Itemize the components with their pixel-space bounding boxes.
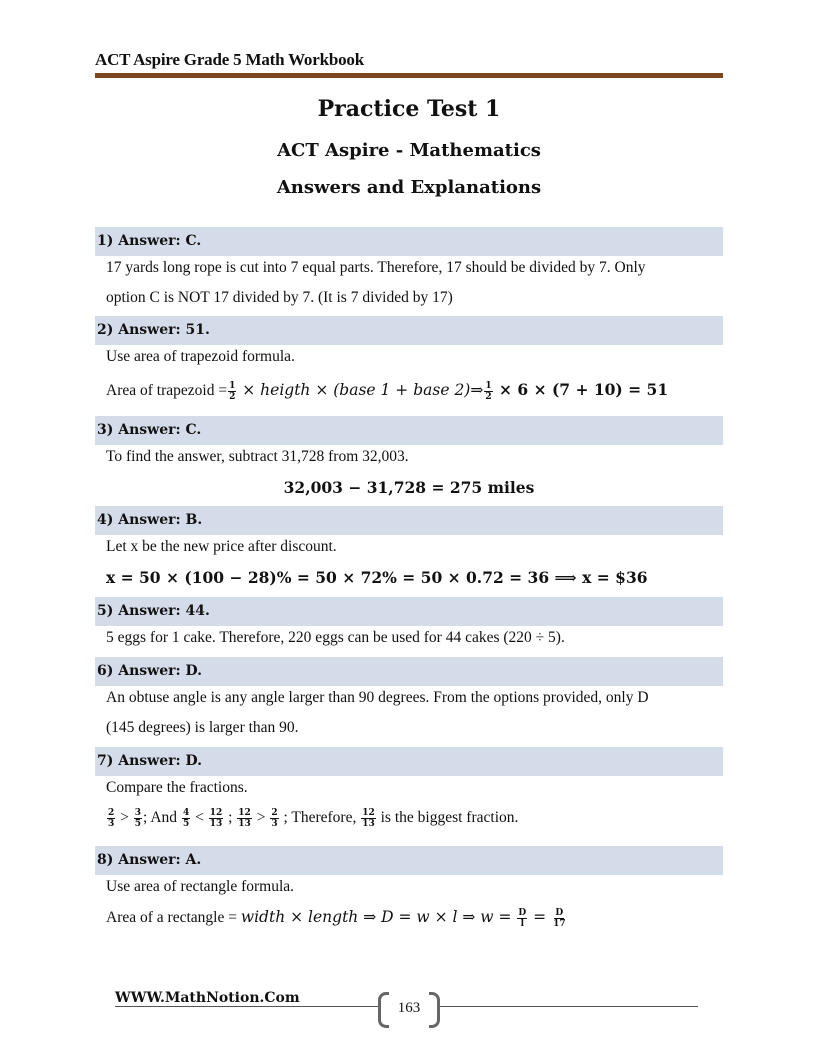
fraction: $\frac{12}{13}$ xyxy=(238,808,251,829)
header-rule xyxy=(95,73,723,78)
explanation-line: (145 degrees) is larger than 90. xyxy=(106,719,299,736)
formula-text: Area of trapezoid = xyxy=(106,382,228,399)
answer-label-2: 2) Answer: 51. xyxy=(97,322,210,338)
explanation-line: option C is NOT 17 divided by 7. (It is 7 divided by 17) xyxy=(106,289,453,306)
formula-text: = xyxy=(528,908,552,927)
fraction: $\frac{2}{3}$ xyxy=(108,808,115,829)
answer-bar-1 xyxy=(95,227,723,256)
fraction: $\frac{3}{5}$ xyxy=(134,808,142,829)
fraction: $\frac{D}{17}$ xyxy=(553,908,566,929)
page-number xyxy=(378,994,440,1022)
fraction: $\frac{2}{3}$ xyxy=(271,808,278,829)
formula-text: < xyxy=(191,809,208,827)
explanation-line: Compare the fractions. xyxy=(106,779,248,796)
formula-text: × 6 × (7 + 10) = 51 xyxy=(493,380,669,399)
explanation-line: Use area of rectangle formula. xyxy=(106,878,295,895)
fraction: $\frac{12}{13}$ xyxy=(362,808,375,829)
page-title: Practice Test 1 xyxy=(317,96,501,122)
fraction: $\frac{D}{l}$ xyxy=(518,908,527,929)
answer-label-5: 5) Answer: 44. xyxy=(97,603,210,619)
answer-label-6: 6) Answer: D. xyxy=(97,663,203,679)
explanation-line: To find the answer, subtract 31,728 from 32,003. xyxy=(106,448,409,465)
answer-bar-8 xyxy=(95,846,723,875)
formula-line xyxy=(106,380,668,402)
formula-text: ; xyxy=(224,809,237,827)
footer-rule-right xyxy=(440,1006,698,1007)
formula-line xyxy=(106,808,518,829)
formula-text: Area of a rectangle = xyxy=(106,909,241,927)
answer-bar-5 xyxy=(95,597,723,626)
formula-text: is the biggest fraction. xyxy=(376,809,519,827)
answer-bar-2 xyxy=(95,316,723,345)
answer-bar-7 xyxy=(95,747,723,776)
answer-label-3: 3) Answer: C. xyxy=(97,422,202,438)
formula-line: x = 50 × (100 − 28)% = 50 × 72% = 50 × 0.72 = 36 ⟹ x = $36 xyxy=(106,568,648,587)
page-number-text: 163 xyxy=(397,1000,421,1016)
answer-label-7: 7) Answer: D. xyxy=(97,753,203,769)
page-subtitle: ACT Aspire - Mathematics xyxy=(277,140,541,161)
answer-bar-6 xyxy=(95,657,723,686)
footer-url: WWW.MathNotion.Com xyxy=(115,990,300,1006)
explanation-line: Let x be the new price after discount. xyxy=(106,538,337,555)
answer-bar-3 xyxy=(95,416,723,445)
formula-text: ; And xyxy=(143,809,181,827)
explanation-line: An obtuse angle is any angle larger than 90 degrees. From the options provided, only D xyxy=(106,689,649,706)
answer-bar-4 xyxy=(95,506,723,535)
fraction: $\frac{1}{2}$ xyxy=(229,380,236,402)
header-title: ACT Aspire Grade 5 Math Workbook xyxy=(95,50,364,69)
formula-text: > xyxy=(116,809,133,827)
explanation-line: Use area of trapezoid formula. xyxy=(106,348,295,365)
fraction: $\frac{4}{5}$ xyxy=(182,808,190,829)
explanation-line: 17 yards long rope is cut into 7 equal parts. Therefore, 17 should be divided by 7. Only xyxy=(106,259,646,276)
formula-line xyxy=(106,908,568,929)
formula-text: ; Therefore, xyxy=(279,809,361,827)
bracket-right-icon xyxy=(429,992,440,1028)
formula-text: width × length ⇒ D = w × l ⇒ w = xyxy=(240,908,517,927)
bracket-left-icon xyxy=(378,992,389,1028)
formula-line: 32,003 − 31,728 = 275 miles xyxy=(283,478,535,497)
formula-text: > xyxy=(252,809,270,827)
formula-text: × heigth × (base 1 + base 2)⇒ xyxy=(237,381,484,399)
answer-label-4: 4) Answer: B. xyxy=(97,512,203,528)
explanation-line: 5 eggs for 1 cake. Therefore, 220 eggs can be used for 44 cakes (220 ÷ 5). xyxy=(106,629,565,646)
page-subtitle-2: Answers and Explanations xyxy=(276,177,542,198)
answer-label-1: 1) Answer: C. xyxy=(97,233,202,249)
footer-rule-left xyxy=(115,1006,378,1007)
answer-label-8: 8) Answer: A. xyxy=(97,852,202,868)
fraction: $\frac{1}{2}$ xyxy=(485,380,492,402)
fraction: $\frac{12}{13}$ xyxy=(209,808,223,829)
